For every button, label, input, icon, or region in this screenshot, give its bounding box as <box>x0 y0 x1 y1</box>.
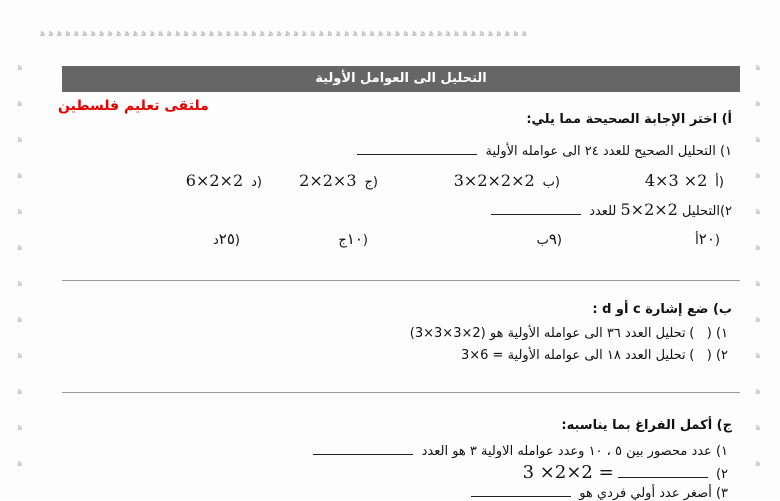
section-c-q2: ٢) 3 ×2×2 = <box>522 462 728 483</box>
section-b-heading: ب) ضع إشارة c أو d : <box>592 302 732 317</box>
brand-watermark: ملتقى تعليم فلسطين <box>58 98 209 114</box>
q2-prefix: ٢)التحليل <box>681 204 732 219</box>
section-a-q2 <box>491 200 732 219</box>
section-c-q1: ١) عدد محصور بين ٥ ، ١٠ وعدد عوامله الاولية ٣ هو العدد <box>313 442 728 459</box>
decorative-border-right: ﻫ ﻫ ﻫ ﻫ ﻫ ﻫ ﻫ ﻫ ﻫ ﻫ ﻫ ﻫ <box>755 62 761 469</box>
q1-option-a[interactable]: 4×3 ×2 أ) <box>644 171 724 190</box>
c-q2-expression: 3 ×2×2 = <box>522 462 614 483</box>
decorative-border-top: ﻫ ﻫ ﻫ ﻫ ﻫ ﻫ ﻫ ﻫ ﻫ ﻫ ﻫ ﻫ ﻫ ﻫ ﻫ ﻫ ﻫ ﻫ ﻫ ﻫ ﻫ ﻫ ﻫ ﻫ ﻫ ﻫ ﻫ ﻫ ﻫ ﻫ ﻫ ﻫ ﻫ ﻫ ﻫ ﻫ ﻫ ﻫ ﻫ ﻫ ﻫ ﻫ ﻫ ﻫ ﻫ ﻫ ﻫ ﻫ ﻫ ﻫ ﻫ ﻫ ﻫ ﻫ ﻫ ﻫ ﻫ ﻫ <box>40 28 528 39</box>
q2-option-b[interactable]: ٩ب) <box>536 230 562 248</box>
section-a-q1 <box>357 142 732 159</box>
c-q3-answer-blank[interactable] <box>471 484 571 497</box>
section-b-q1: ١) ( ) تحليل العدد ٣٦ الى عوامله الأولية هو (2×3×3×3) <box>409 326 728 341</box>
page-title: التحليل الى العوامل الأولية <box>62 66 740 92</box>
b-q1-answer-box[interactable]: ( ) <box>689 326 712 341</box>
section-c-heading: ج) أكمل الفراغ بما يناسبه: <box>561 418 732 433</box>
section-b-q2: ٢) ( ) تحليل العدد ١٨ الى عوامله الأولية = 6×3 <box>460 348 728 363</box>
divider-b <box>62 392 740 393</box>
q2-option-d[interactable]: ٢٥د) <box>213 230 240 248</box>
q2-answer-blank[interactable] <box>491 202 581 215</box>
q1-answer-blank[interactable] <box>357 142 477 155</box>
section-a-heading: أ) اختر الإجابة الصحيحة مما يلي: <box>526 112 732 127</box>
q2-option-c[interactable]: ١٠ج) <box>338 230 368 248</box>
b-q2-answer-box[interactable]: ( ) <box>689 348 712 363</box>
divider-a <box>62 280 740 281</box>
q1-option-c[interactable]: 2×2×3 ج) <box>299 171 378 190</box>
q1-option-b[interactable]: 3×2×2×2 ب) <box>453 171 560 190</box>
section-c-q3: ٣) أصغر عدد أولي فردي هو <box>471 484 728 501</box>
q2-expression: 5×2×2 <box>620 200 678 219</box>
q2-suffix: للعدد <box>589 204 617 219</box>
c-q1-answer-blank[interactable] <box>313 442 413 455</box>
q2-option-a[interactable]: ٢٠أ) <box>695 230 720 248</box>
c-q2-answer-blank[interactable] <box>618 465 708 478</box>
decorative-border-left: ﻫ ﻫ ﻫ ﻫ ﻫ ﻫ ﻫ ﻫ ﻫ ﻫ ﻫ ﻫ <box>17 62 23 469</box>
q1-text: ١) التحليل الصحيح للعدد ٢٤ الى عوامله الأولية <box>485 144 732 159</box>
q1-option-d[interactable]: 6×2×2 د) <box>185 171 262 190</box>
